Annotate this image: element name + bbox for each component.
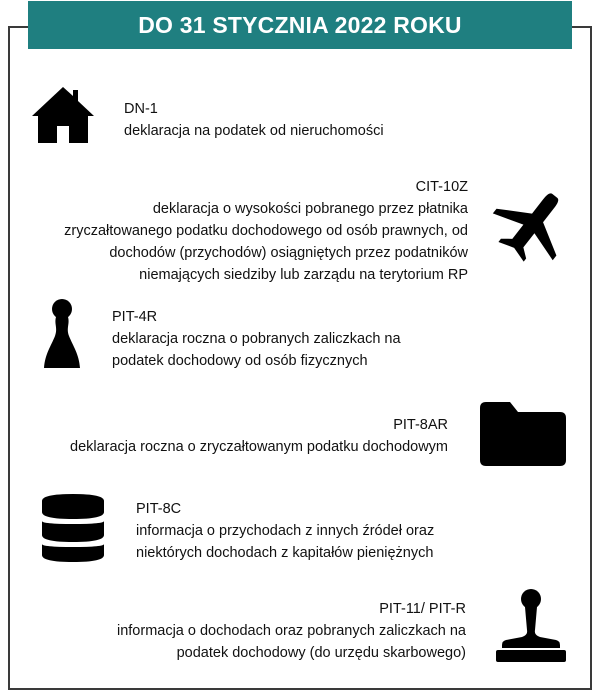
header-banner: DO 31 STYCZNIA 2022 ROKU	[28, 1, 572, 49]
item-description: informacja o przychodach z innych źródeł oraz niektórych dochodach z kapitałów pieniężnych	[136, 523, 435, 561]
item-code: PIT-8C	[136, 501, 182, 517]
folder-icon	[480, 402, 566, 466]
item-description: deklaracja o wysokości pobranego przez płatnika zryczałtowanego podatku dochodowego od osób prawnych, od dochodów (przychodów) osiągniętych przez podatników niemających siedziby lub zarządu na terytorium RP	[64, 201, 468, 283]
database-icon	[42, 494, 104, 562]
game-pawn-icon	[42, 298, 82, 370]
item-description: deklaracja roczna o zryczałtowanym podatku dochodowym	[70, 439, 448, 455]
item-description: deklaracja na podatek od nieruchomości	[124, 123, 384, 139]
item-description: informacja o dochodach oraz pobranych zaliczkach na podatek dochodowy (do urzędu skarbowego)	[116, 623, 466, 661]
item-code: DN-1	[124, 101, 158, 117]
airplane-icon	[492, 188, 572, 262]
item-code: PIT-8AR	[393, 417, 448, 433]
item-description: deklaracja roczna o pobranych zaliczkach na podatek dochodowy od osób fizycznych	[112, 331, 401, 369]
item-code: PIT-11/ PIT-R	[379, 601, 466, 617]
item-pit-11-pit-r	[100, 598, 466, 664]
house-icon	[32, 86, 94, 144]
stamp-icon	[494, 588, 568, 664]
item-pit-4r	[112, 306, 442, 372]
item-dn-1	[124, 98, 424, 142]
item-code: CIT-10Z	[415, 179, 468, 195]
item-pit-8c	[136, 498, 466, 564]
item-code: PIT-4R	[112, 309, 158, 325]
item-cit-10z	[44, 176, 468, 286]
item-pit-8ar	[40, 414, 448, 458]
